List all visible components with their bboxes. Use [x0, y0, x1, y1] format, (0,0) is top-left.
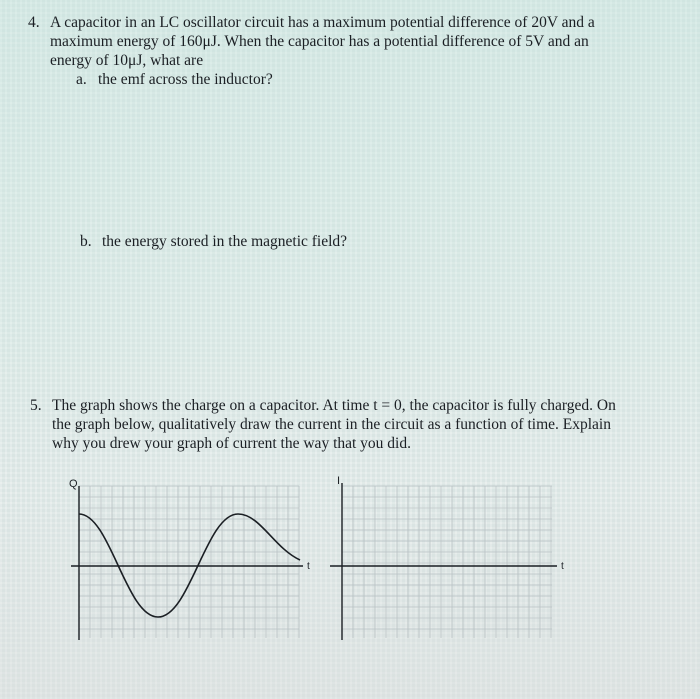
- current-graph-y-label: I: [337, 475, 341, 487]
- charge-graph: [69, 478, 310, 640]
- part-a-label: a.: [76, 71, 87, 88]
- charge-graph-grid: [79, 486, 299, 638]
- question-4-number: 4.: [28, 14, 40, 31]
- question-4-line-1: 4. A capacitor in an LC oscillator circuit has a maximum potential difference of 20V and a: [28, 14, 595, 31]
- question-4-line-3: energy of 10μJ, what are: [50, 52, 204, 69]
- current-graph: [330, 475, 564, 640]
- question-5-line-1: 5. The graph shows the charge on a capacitor. At time t = 0, the capacitor is fully charged. On: [30, 397, 616, 414]
- current-graph-grid: [342, 486, 552, 638]
- question-5-line-2: the graph below, qualitatively draw the current in the circuit as a function of time. Explain: [52, 416, 611, 433]
- part-a-text: the emf across the inductor?: [98, 71, 273, 88]
- charge-graph-y-label: Q: [69, 478, 78, 490]
- question-5-line-3: why you drew your graph of current the way that you did.: [52, 435, 411, 452]
- part-b-text: the energy stored in the magnetic field?: [102, 233, 348, 250]
- question-4-line-2: maximum energy of 160μJ. When the capacitor has a potential difference of 5V and an: [50, 33, 589, 50]
- charge-graph-x-label: t: [307, 561, 310, 572]
- question-5-number: 5.: [30, 397, 42, 414]
- part-b-label: b.: [80, 233, 92, 250]
- current-graph-x-label: t: [561, 561, 564, 572]
